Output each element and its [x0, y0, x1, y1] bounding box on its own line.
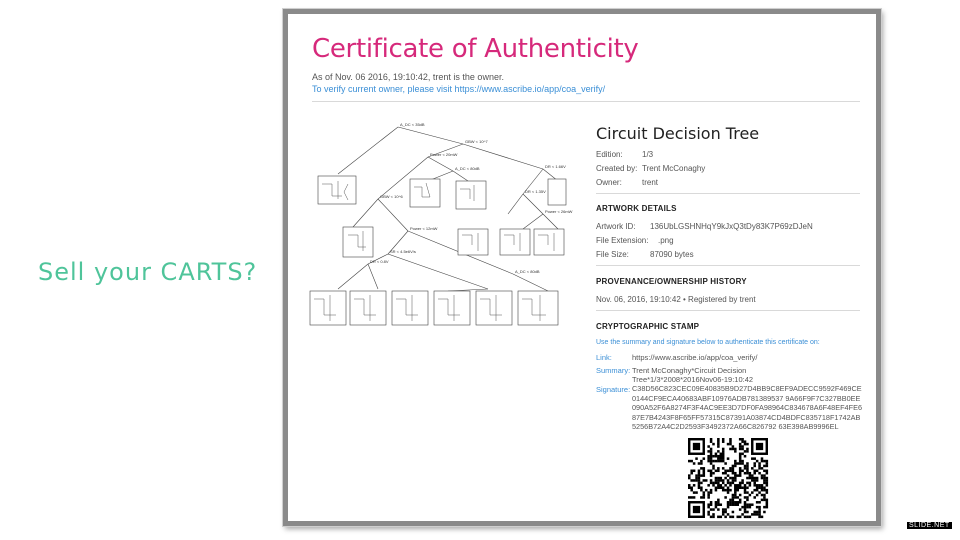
tree-label: DR < 0.8V	[370, 259, 389, 264]
tree-label: Power < 12mW	[410, 226, 438, 231]
signature-label: Signature:	[596, 385, 631, 394]
artwork-title: Circuit Decision Tree	[596, 124, 760, 143]
certificate-document	[283, 9, 881, 526]
slide-title: Sell your CARTS?	[38, 258, 258, 286]
created-by-row: Created by: Trent McConaghy	[596, 164, 706, 173]
watermark: SLIDE.NET	[909, 522, 950, 529]
tree-label: A_DC < 80dB	[515, 269, 540, 274]
tree-label: GBW < 10^6	[380, 194, 403, 199]
stamp-instructions: Use the summary and signature below to authenticate this certificate on:	[596, 339, 820, 346]
provenance-heading: PROVENANCE/OWNERSHIP HISTORY	[596, 277, 747, 286]
divider	[596, 265, 860, 266]
divider	[596, 310, 860, 311]
file-size-row: File Size: 87090 bytes	[596, 250, 694, 259]
tree-label: DR < 1.35V	[525, 189, 546, 194]
tree-label: Power < 20mW	[430, 152, 458, 157]
tree-label: DR < 1.66V	[545, 164, 566, 169]
circuit-decision-tree-image	[308, 119, 573, 329]
tree-label: SR < 4.5e6V/s	[390, 249, 416, 254]
cryptographic-stamp-heading: CRYPTOGRAPHIC STAMP	[596, 322, 700, 331]
tree-label: A_DC < 35dB	[400, 122, 425, 127]
owner-row: Owner: trent	[596, 178, 659, 187]
qr-code[interactable]	[688, 438, 768, 518]
divider	[596, 193, 860, 194]
stamp-link-row[interactable]: Link: https://www.ascribe.io/app/coa_verify/	[596, 353, 758, 362]
divider	[312, 101, 860, 102]
provenance-entry: Nov. 06, 2016, 19:10:42 • Registered by trent	[596, 295, 756, 304]
artwork-details-heading: ARTWORK DETAILS	[596, 204, 677, 213]
owner-statement: As of Nov. 06 2016, 19:10:42, trent is the owner.	[312, 72, 504, 82]
edition-row: Edition: 1/3	[596, 150, 654, 159]
file-extension-row: File Extension: .png	[596, 236, 674, 245]
tree-label: GBW < 10^7	[465, 139, 488, 144]
certificate-heading: Certificate of Authenticity	[312, 34, 639, 64]
verify-link[interactable]: To verify current owner, please visit https://www.ascribe.io/app/coa_verify/	[312, 84, 606, 94]
tree-label: Power < 26mW	[545, 209, 573, 214]
stamp-summary-row: Summary: Trent McConaghy*Circuit Decision Tree*1/3*2008*2016Nov06-19:10:42	[596, 366, 754, 384]
artwork-id-row: Artwork ID: 136UbLGSHNHqY9kJxQ3tDy83K7P69zDJeN	[596, 222, 813, 231]
tree-label: A_DC < 80dB	[455, 166, 480, 171]
signature-hash: C38D56C823CEC09E40835B9D27D4BB9C8EF9ADECC9592F469CE0144CF9ECA40683ABF10976ADB781389537 9A66F9F7C327BB0EE090A52F6A8274F3F4AC9EE3D7DF0FA98964C834678A6F48EF4FE687E7B4243F8F65FF57315C87391A03874CD4BDFC835718F1742AB5256B72A4C2D2593F3492372A66C826792 63E398AB9996EL	[632, 384, 862, 431]
